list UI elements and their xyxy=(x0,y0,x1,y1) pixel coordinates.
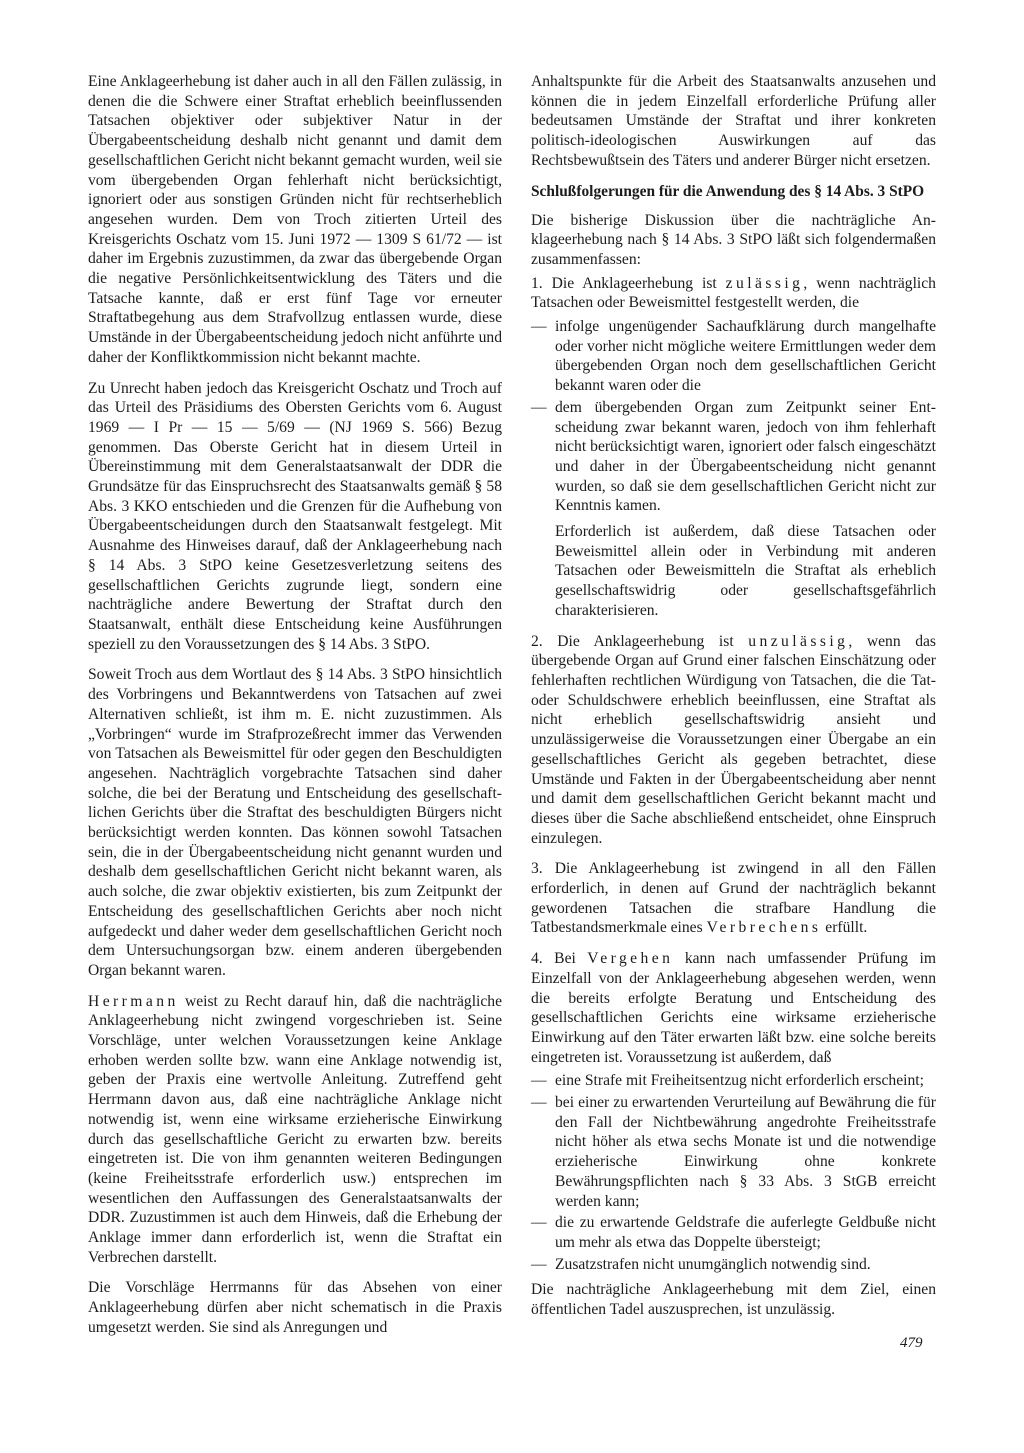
list-item xyxy=(531,1255,936,1275)
conclusion-item-3 xyxy=(531,859,936,938)
list-item-text: infolge ungenügender Sachaufklärung durch mangelhafte oder vorher nicht mögliche weitere Ermittlungen weder dem übergebenden Organ noch dem gesellschaftlichen Gericht bekannt waren oder die xyxy=(555,318,936,395)
conclusion-item-2 xyxy=(531,632,936,849)
list-item-text: bei einer zu erwartenden Verurteilung auf Bewährung die für den Fall der Nichtbewährung angedrohte Freiheitsstrafe nicht höher als etwa sechs Monate ist und die notwendige erzieherische Einwirkung ohne konkrete Bewährungspflichten nach § 33 Abs. 3 StGB erreicht werden kann; xyxy=(555,1094,936,1210)
item-2-lead: 2. Die Anklageerhebung ist xyxy=(531,632,749,650)
list-item xyxy=(531,317,936,396)
list-item-text: dem übergebenden Organ zum Zeitpunkt seiner Entscheidung zwar bekannt waren, jedoch von ihm fehlerhaft nicht berücksichtigt waren, ignoriert oder falsch eingeschätzt und daher in der Übergabeentscheidung nicht genannt wurden, so daß sie dem gesellschaftlichen Gericht nicht zur Kenntnis kamen. xyxy=(555,398,936,515)
dash-bullet: — xyxy=(531,398,547,416)
item-4-emphasis: Vergehen xyxy=(587,950,674,968)
item-3-emphasis: Verbrechens xyxy=(706,919,822,937)
item-1-lead: 1. Die Anklageerhebung ist xyxy=(531,274,726,292)
right-paragraph-1: Anhaltspunkte für die Arbeit des Staatsanwalts anzusehen und können die in jedem Einzelfall erforderliche Prüfung aller bedeutsamen Umstände der Straftat und ihrer konkreten politisch-ideologischen Auswirkungen auf das Rechtsbewußtsein des Täters und anderer Bürger nicht ersetzen. xyxy=(531,73,936,169)
dash-bullet: — xyxy=(531,1072,547,1090)
item-1-list xyxy=(531,317,936,516)
page-number: 479 xyxy=(900,1335,923,1351)
item-1-subparagraph: Erforderlich ist außerdem, daß diese Tatsachen oder Beweismittel allein oder in Verbindung mit anderen Tatsachen oder Beweismitteln die Straftat als erheblich gesellschaftswidrig oder gesellschaftsgefährlich charakterisieren. xyxy=(555,523,936,619)
list-item-text: Zusatzstrafen nicht unumgänglich notwendig sind. xyxy=(555,1255,871,1273)
list-item-text: eine Strafe mit Freiheitsentzug nicht erforderlich erscheint; xyxy=(555,1072,924,1090)
list-item-text: die zu erwartende Geldstrafe die auferlegte Geldbuße nicht um mehr als etwa das Doppelte übersteigt; xyxy=(555,1214,936,1251)
item-3-text: 3. Die Anklageerhebung ist zwingend in all den Fällen erforderlich, in denen auf Grund der nachträglich bekannt gewordenen Tatsachen die strafbare Handlung die Tatbestandsmerkmale eines xyxy=(531,860,936,937)
item-1-emphasis: zulässig xyxy=(725,274,804,292)
item-2-emphasis: unzulässig xyxy=(748,632,849,650)
item-4-text: kann nach umfassender Prüfung im Einzelfall von der Anklageerhebung abgesehen werden, wenn die bereits erfolgte Beratung und Entscheidung des gesellschaftlichen Gerichts eine wirksame erzieherische Einwirkung auf den Täter erwarten läßt bzw. eine solche bereits eingetreten ist. Voraussetzung ist außerdem, daß xyxy=(531,950,936,1066)
item-1-text: , wenn nachträglich Tatsachen oder Beweismittel festgestellt werden, die xyxy=(531,274,936,312)
item-4-lead: 4. Bei xyxy=(531,950,588,968)
left-column xyxy=(88,72,502,1349)
right-column xyxy=(531,72,936,1331)
list-item xyxy=(531,1093,936,1211)
section-intro: Die bisherige Diskussion über die nachträgliche Anklageerhebung nach § 14 Abs. 3 StPO läßt sich folgendermaßen zusammenfassen: xyxy=(531,211,936,268)
dash-bullet: — xyxy=(531,318,547,336)
left-paragraph-4 xyxy=(88,992,502,1268)
left-paragraph-4-text: weist zu Recht darauf hin, daß die nachträgliche Anklageerhebung nicht zwingend vorgeschrieben ist. Seine Vorschläge, unter welchen Voraussetzungen keine Anklage erhoben werden sollte bzw. wann eine Anklage notwendig ist, geben der Praxis eine wertvolle Anleitung. Zutreffend geht Herrmann davon aus, daß eine nachträgliche Anklage nicht notwendig ist, wenn eine wirksame erzieherische Einwirkung durch das gesellschaftliche Gericht zu erwarten bzw. bereits eingetreten ist. Die von ihm genannten weiteren Bedingungen (keine Freiheitsstrafe erforderlich usw.) entsprechen im wesentlichen den Auffassungen des Generalstaatsanwalts der DDR. Zuzustimmen ist auch dem Hinweis, daß die Erhebung der Anklage immer dann erforderlich ist, wenn die Straftat ein Verbrechen darstellt. xyxy=(88,992,502,1266)
dash-bullet: — xyxy=(531,1214,547,1232)
conclusion-item-4 xyxy=(531,949,936,1067)
closing-paragraph: Die nachträgliche Anklageerhebung mit dem Ziel, einen öffentlichen Tadel auszusprechen, ist unzulässig. xyxy=(531,1281,936,1319)
list-item xyxy=(531,1213,936,1252)
dash-bullet: — xyxy=(531,1094,547,1112)
list-item xyxy=(531,398,936,516)
conclusion-item-1 xyxy=(531,274,936,313)
item-3-end: erfüllt. xyxy=(821,919,868,937)
item-2-text: , wenn das übergebende Organ auf Grund einer falschen Einschätzung oder fehlerhaften rechtlichen Würdigung von Tatsachen, die die Tat- oder Schuldschwere erheblich beeinflussen, eine Straftat als nicht erheblich gesellschaftswidrig ansieht und unzulässigerweise die Voraussetzungen einer Übergabe an ein gesellschaftliches Gericht als gegeben betrachtet, diese Umstände und Fakten in der Übergabeentscheidung aber nennt und damit dem gesellschaftlichen Gericht bekannt macht und dieses über die Sache abschließend entscheidet, ohne Einspruch einzulegen. xyxy=(531,632,936,847)
dash-bullet: — xyxy=(531,1255,547,1273)
author-name-herrmann: Herrmann xyxy=(88,992,179,1010)
list-item xyxy=(531,1071,936,1091)
item-4-list xyxy=(531,1071,936,1274)
left-paragraph-1: Eine Anklageerhebung ist daher auch in all den Fällen zulässig, in denen die die Schwere einer Straftat erheblich beeinflussenden Tatsachen objektiver oder subjektiver Natur in der Übergabeentscheidung deshalb nicht genannt und damit dem gesellschaftlichen Gericht nicht bekannt gemacht wurden, weil sie vom übergebenden Organ fehlerhaft nicht berücksichtigt, ignoriert oder aus sonstigen Gründen nicht für rechtserheblich angesehen wurden. Dem von Troch zitierten Urteil des Kreisgerichts Oschatz vom 15. Juni 1972 — 1309 S 61/72 — ist daher im Ergebnis zuzustimmen, da zwar das übergebende Organ die negative Persönlichkeitsentwicklung des Täters und die Tatsache kannte, daß er erst fünf Tage vor erneuter Straftatbegehung aus dem Strafvollzug entlassen wurde, diese Umstände in der Übergabeentscheidung jedoch nicht anführte und daher der Konfliktkommission nicht bekannt machte. xyxy=(88,73,502,366)
section-heading: Schlußfolgerungen für die Anwendung des § 14 Abs. 3 StPO xyxy=(531,182,925,200)
left-paragraph-5: Die Vorschläge Herrmanns für das Absehen von einer Anklageerhebung dürfen aber nicht schematisch in die Praxis umgesetzt werden. Sie sind als Anregungen und xyxy=(88,1279,502,1336)
left-paragraph-3: Soweit Troch aus dem Wortlaut des § 14 Abs. 3 StPO hinsichtlich des Vorbringens und Bekanntwerdens von Tatsachen auf zwei Alternativen schließt, ist ihm m. E. nicht zuzustimmen. Als „Vorbringen“ wurde im Strafprozeßrecht immer das Verwenden von Tatsachen als Beweismittel für oder gegen den Beschuldigten angesehen. Nachträglich vorgebrachte Tatsachen sind daher solche, die bei der Beratung und Entscheidung des gesellschaftlichen Gerichts über die Straftat des beschuldigten Bürgers nicht berücksichtigt werden konnten. Das können sowohl Tatsachen sein, die in der Übergabeentscheidung nicht genannt wurden und deshalb dem gesellschaftlichen Gericht nicht bekannt waren, als auch solche, die zwar objektiv existierten, bis zum Zeitpunkt der Entscheidung des gesellschaftlichen Gerichts aber noch nicht aufgedeckt und daher weder dem gesellschaftlichen Gericht noch dem Untersuchungsorgan bzw. einem anderen übergebenden Organ bekannt waren. xyxy=(88,666,502,979)
left-paragraph-2: Zu Unrecht haben jedoch das Kreisgericht Oschatz und Troch auf das Urteil des Präsidiums des Obersten Gerichts vom 6. August 1969 — I Pr — 15 — 5/69 — (NJ 1969 S. 566) Bezug genommen. Das Oberste Gericht hat in diesem Urteil in Übereinstimmung mit dem Generalstaatsanwalt der DDR die Grundsätze für das Einspruchsrecht des Staatsanwalts gemäß § 58 Abs. 3 KKO entschieden und die Grenzen für die Aufhebung von Übergabeentscheidungen durch den Staatsanwalt festgelegt. Mit Ausnahme des Hinweises darauf, daß der Anklageerhebung nach § 14 Abs. 3 StPO keine Gesetzesverletzung seitens des gesellschaftlichen Gerichts zugrunde liegt, sondern eine nachträgliche andere Bewertung der Straftat durch den Staatsanwalt, enthält diese Entscheidung keine Ausführungen speziell zu den Voraussetzungen des § 14 Abs. 3 StPO. xyxy=(88,379,502,653)
